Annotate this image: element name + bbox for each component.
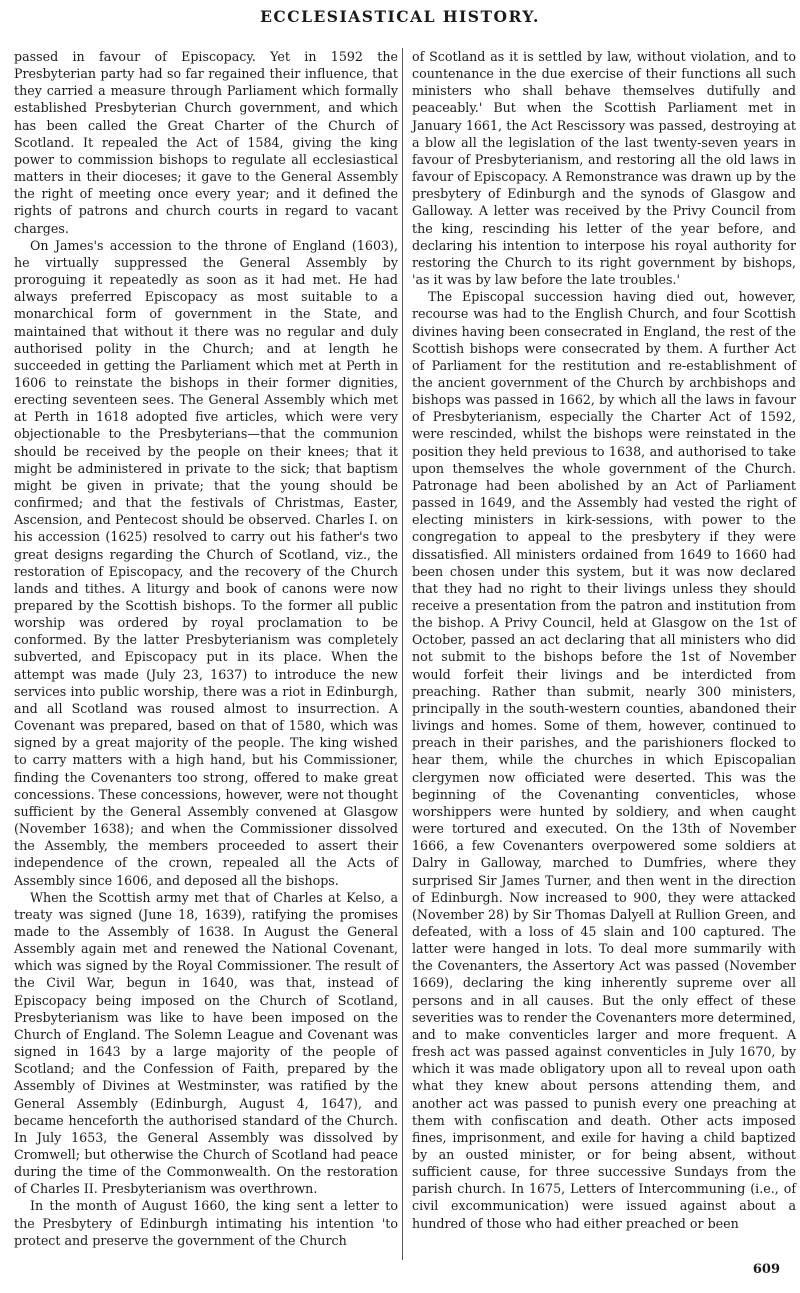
paragraph: On James's accession to the throne of England (1603), he virtually suppressed the General Assembly by proroguing it repeatedly as soon as it had met. He had always preferred Episcopacy as most suitable to a monarchical form of government in the State, and maintained that without it there was no regular and duly authorised polity in the Church; and at length he succeeded in getting the Parliament which met at Perth in 1606 to reinstate the bishops in their former dignities, erecting seventeen sees. The General Assembly which met at Perth in 1618 adopted five articles, which were very objectionable to the Presbyterians—that the communion should be received by the people on their knees; that it might be administered in private to the sick; that baptism might be given in private; that the young should be confirmed; and that the festivals of Christmas, Easter, Ascension, and Pentecost should be observed. Charles I. on his accession (1625) resolved to carry out his father's two great designs regarding the Church of Scotland, viz., the restoration of Episcopacy, and the recovery of the Church lands and tithes. A liturgy and book of canons were now prepared by the Scottish bishops. To the former all public worship was ordered by royal proclamation to be conformed. By the latter Presbyterianism was completely subverted, and Episcopacy put in its place. When the attempt was made (July 23, 1637) to introduce the new services into public worship, there was a riot in Edinburgh, and all Scotland was roused almost to insurrection. A Covenant was prepared, based on that of 1580, which was signed by a great majority of the people. The king wished to carry matters with a high hand, but his Commissioner, finding the Covenanters too strong, offered to make great concessions. These concessions, however, were not thought sufficient by the General Assembly convened at Glasgow (November 1638); and when the Commissioner dissolved the Assembly, the members proceeded to assert their independence of the crown, repealed all the Acts of Assembly since 1606, and deposed all the bishops. <box>14 237 398 888</box>
page-title: ECCLESIASTICAL HISTORY. <box>260 7 540 26</box>
left-column <box>14 48 398 1249</box>
paragraph: In the month of August 1660, the king sent a letter to the Presbytery of Edinburgh intimating his intention 'to protect and preserve the government of the Church <box>14 1198 398 1248</box>
paragraph: of Scotland as it is settled by law, without violation, and to countenance in the due exercise of their functions all such ministers who shall behave themselves dutifully and peaceably.' But when the Scottish Parliament met in January 1661, the Act Rescissory was passed, destroying at a blow all the legislation of the last twenty-seven years in favour of Presbyterianism, and restoring all the old laws in favour of Episcopacy. A Remonstrance was drawn up by the presbytery of Edinburgh and the synods of Glasgow and Galloway. A letter was received by the Privy Council from the king, rescinding his letter of the year before, and declaring his intention to interpose his royal authority for restoring the Church to its right government by bishops, 'as it was by law before the late troubles.' <box>412 49 796 288</box>
paragraph: When the Scottish army met that of Charles at Kelso, a treaty was signed (June 18, 1639), ratifying the promises made to the Assembly of 1638. In August the General Assembly again met and renewed the National Covenant, which was signed by the Royal Commissioner. The result of the Civil War, begun in 1640, was that, instead of Episcopacy being imposed on the Church of Scotland, Presbyterianism was like to have been imposed on the Church of England. The Solemn League and Covenant was signed in 1643 by a large majority of the people of Scotland; and the Confession of Faith, prepared by the Assembly of Divines at Westminster, was ratified by the General Assembly (Edinburgh, August 4, 1647), and became henceforth the authorised standard of the Church. In July 1653, the General Assembly was dissolved by Cromwell; but otherwise the Church of Scotland had peace during the time of the Commonwealth. On the restoration of Charles II. Presbyterianism was overthrown. <box>14 889 398 1197</box>
page-number: 609 <box>752 1262 780 1277</box>
right-column <box>412 48 796 1232</box>
paragraph: The Episcopal succession having died out, however, recourse was had to the English Church, and four Scottish divines having been consecrated in England, the rest of the Scottish bishops were consecrated by them. A further Act of Parliament for the restitution and re-establishment of the ancient government of the Church by archbishops and bishops was passed in 1662, by which all the laws in favour of Presbyterianism, especially the Charter Act of 1592, were rescinded, whilst the bishops were reinstated in the position they held previous to 1638, and authorised to take upon themselves the whole government of the Church. Patronage had been abolished by an Act of Parliament passed in 1649, and the Assembly had vested the right of electing ministers in kirk-sessions, with power to the congregation to appeal to the presbytery if they were dissatisfied. All ministers ordained from 1649 to 1660 had been chosen under this system, but it was now declared that they had no right to their livings unless they should receive a presentation from the patron and institution from the bishop. A Privy Council, held at Glasgow on the 1st of October, passed an act declaring that all ministers who did not submit to the bishops before the 1st of November would forfeit their livings and be interdicted from preaching. Rather than submit, nearly 300 ministers, principally in the south-western counties, abandoned their livings and homes. Some of them, however, continued to preach in their parishes, and the parishioners flocked to hear them, while the churches in which Episcopalian clergymen now officiated were deserted. This was the beginning of the Covenanting conventicles, whose worshippers were hunted by soldiery, and when caught were tortured and executed. On the 13th of November 1666, a few Covenanters overpowered some soldiers at Dalry in Galloway, marched to Dumfries, where they surprised Sir James Turner, and then went in the direction of Edinburgh. Now increased to 900, they were attacked (November 28) by Sir Thomas Dalyell at Rullion Green, and defeated, with a loss of 45 slain and 100 captured. The latter were hanged in lots. To deal more summarily with the Covenanters, the Assertory Act was passed (November 1669), declaring the king inherently supreme over all persons and in all causes. But the only effect of these severities was to render the Covenanters more determined, and to make conventicles larger and more frequent. A fresh act was passed against conventicles in July 1670, by which it was made obligatory upon all to reveal upon oath what they knew about persons attending them, and another act was passed to punish every one preaching at them with confiscation and death. Other acts imposed fines, imprisonment, and exile for having a child baptized by an ousted minister, or for being absent, without sufficient cause, for three successive Sundays from the parish church. In 1675, Letters of Intercommuning (i.e., of civil excommunication) were issued against about a hundred of those who had either preached or been <box>412 289 796 1231</box>
paragraph: passed in favour of Episcopacy. Yet in 1592 the Presbyterian party had so far regained their influence, that they carried a measure through Parliament which formally established Presbyterian Church government, and which has been called the Great Charter of the Church of Scotland. It repealed the Act of 1584, giving the king power to commission bishops to regulate all ecclesiastical matters in their dioceses; it gave to the General Assembly the right of meeting once every year; and it defined the rights of patrons and church courts in regard to vacant charges. <box>14 49 398 236</box>
column-divider <box>402 48 403 1260</box>
